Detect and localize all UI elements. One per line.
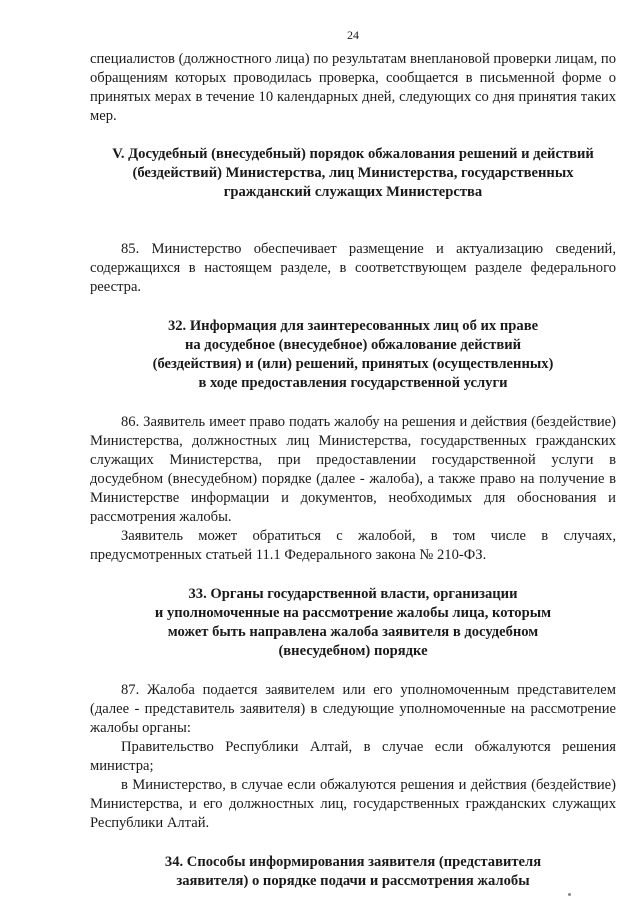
heading-line: и уполномоченные на рассмотрение жалобы лица, которым bbox=[154, 605, 552, 621]
heading-32 bbox=[90, 317, 616, 393]
paragraph-87-ministry: в Министерство, в случае если обжалуются решения и действия (бездействие) Министерства, и его должностных лиц, государственных гражданских служащих Республики Алтай. bbox=[90, 777, 616, 831]
heading-section-v bbox=[90, 145, 616, 202]
heading-line: (бездействий) Министерства, лиц Министерства, государственных bbox=[132, 165, 574, 181]
heading-line: (внесудебном) порядке bbox=[278, 643, 428, 659]
heading-line: (бездействия) и (или) решений, принятых (осуществленных) bbox=[152, 356, 554, 372]
heading-line: 33. Органы государственной власти, организации bbox=[188, 586, 518, 602]
paragraph-86: 86. Заявитель имеет право подать жалобу на решения и действия (бездействие) Министерства, должностных лиц Министерства, государственных гражданских служащих Министерства, при предоставлении государственной услуги в досудебном (внесудебном) порядке (далее - жалоба), а также право на получение в Министерстве информации и документов, необходимых для обоснования и рассмотрения жалобы. bbox=[90, 414, 616, 525]
heading-33 bbox=[90, 585, 616, 661]
heading-line: 34. Способы информирования заявителя (представителя bbox=[164, 854, 542, 870]
page-number: 24 bbox=[347, 28, 359, 42]
heading-line: 32. Информация для заинтересованных лиц об их праве bbox=[167, 318, 539, 334]
page-content bbox=[90, 50, 616, 891]
heading-line: заявителя) о порядке подачи и рассмотрения жалобы bbox=[176, 873, 530, 889]
paragraph-87-government: Правительство Республики Алтай, в случае если обжалуются решения министра; bbox=[90, 739, 616, 774]
paragraph-86-continued: Заявитель может обратиться с жалобой, в том числе в случаях, предусмотренных статьей 11.1 Федерального закона № 210-ФЗ. bbox=[90, 528, 616, 563]
paragraph-87: 87. Жалоба подается заявителем или его уполномоченным представителем (далее - представитель заявителя) в следующие уполномоченные на рассмотрение жалобы органы: bbox=[90, 682, 616, 736]
scan-speck bbox=[568, 893, 571, 896]
heading-line: может быть направлена жалоба заявителя в досудебном bbox=[167, 624, 539, 640]
heading-34 bbox=[90, 853, 616, 891]
paragraph-continuation: специалистов (должностного лица) по результатам внеплановой проверки лицам, по обращениям которых проводилась проверка, сообщается в письменной форме о принятых мерах в течение 10 календарных дней, следующих со дня принятия таких мер. bbox=[90, 51, 616, 124]
paragraph-85: 85. Министерство обеспечивает размещение и актуализацию сведений, содержащихся в настоящем разделе, в соответствующем разделе федерального реестра. bbox=[90, 241, 616, 295]
heading-line: V. Досудебный (внесудебный) порядок обжалования решений и действий bbox=[112, 146, 594, 162]
heading-line: гражданский служащих Министерства bbox=[223, 184, 483, 200]
heading-line: на досудебное (внесудебное) обжалование действий bbox=[184, 337, 522, 353]
heading-line: в ходе предоставления государственной услуги bbox=[198, 375, 508, 391]
